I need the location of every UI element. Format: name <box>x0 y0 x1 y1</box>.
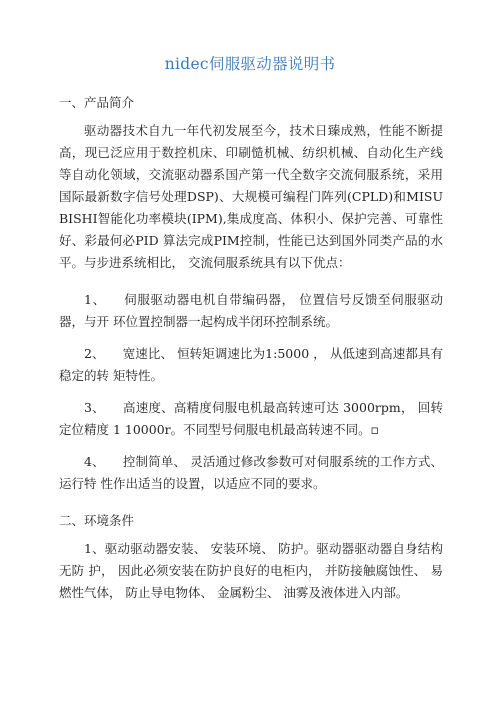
list-item-number: 1、 <box>84 292 106 307</box>
list-item <box>59 343 443 387</box>
list-item-text: 高速度、高精度伺服电机最高转速可达 3000rpm， 回转定位精度 1 10000r。不同型号伺服电机最高转速不同。▫ <box>59 400 444 437</box>
list-item <box>59 289 443 333</box>
list-item <box>59 451 443 495</box>
environment-paragraph: 1、驱动驱动器安装、 安装环境、 防护。驱动器驱动器自身结构无防 护， 因此必须安装在防护良好的电柜内， 并防接触腐蚀性、 易燃性气体， 防止导电物体、 金属粉尘、 油雾及液体进入内部。 <box>59 541 443 600</box>
list-item-text: 宽速比、 恒转矩调速比为1:5000 ， 从低速到高速都具有稳定的转 矩特性。 <box>59 346 443 383</box>
list-item-text: 控制简单、 灵活通过修改参数可对伺服系统的工作方式、 运行特 性作出适当的设置，以适应不同的要求。 <box>59 454 443 491</box>
list-item-number: 3、 <box>84 400 105 415</box>
intro-paragraph: 驱动器技术自九一年代初发展至今，技术日臻成熟，性能不断提高，现已泛应用于数控机床、印刷慥机械、纺织机械、自动化生产线等自动化领域，交流驱动器系国产第一代全数字交流伺服系统，采用国际最新数字信号处理DSP)、大规模可编程门阵列(CPLD)和MISUBISHI智能化功率模块(IPM),集成度高、体积小、保护完善、可靠性好、彩最何必PID 算法完成PIM控制，性能已达到国外同类产品的水平。与步进系统相比， 交流伺服系统具有以下优点： <box>59 123 443 270</box>
list-item-number: 4、 <box>84 454 105 469</box>
section-heading-environment: 二、环境条件 <box>59 513 135 528</box>
list-item-text: 伺服驱动器电机自带编码器， 位置信号反馈至伺服驱动器，与开 环位置控制器一起构成半闭环控制系统。 <box>59 292 443 329</box>
list-item <box>59 397 443 441</box>
section-heading-intro: 一、产品简介 <box>59 95 135 110</box>
document-title: nidec伺服驱动器说明书 <box>164 55 336 73</box>
list-item-number: 2、 <box>84 346 105 361</box>
